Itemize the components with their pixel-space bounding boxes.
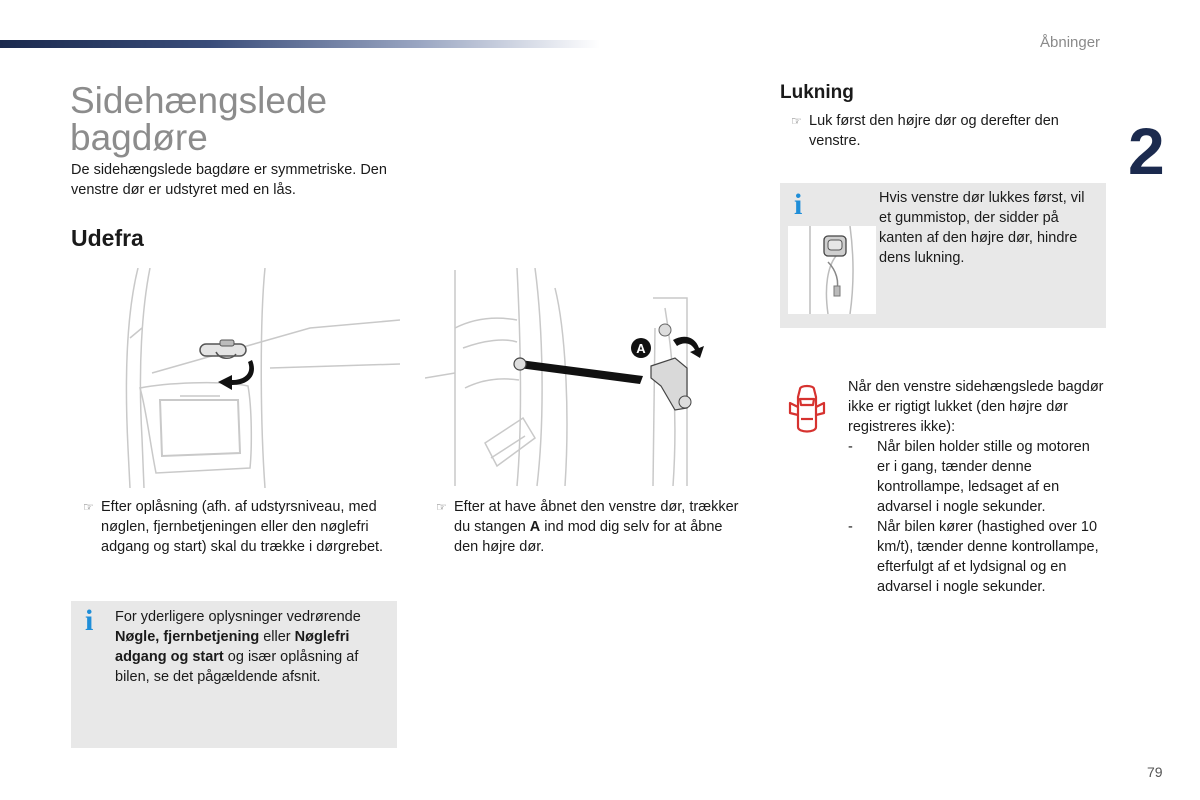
bullet-rod-bold: A <box>529 519 541 535</box>
open-arrow-icon <box>673 337 704 358</box>
bullet-rod <box>436 497 749 557</box>
info-bold-keys: Nøgle, fjernbetjening <box>115 629 260 645</box>
bullet-icon: ☞ <box>791 114 802 128</box>
bullet-rod-text-1: Efter at have åbnet den venstre dør, trækker du stangen <box>454 499 739 535</box>
info-text-left <box>115 607 387 687</box>
info-box-right <box>780 183 1106 328</box>
bullet-close-text: Luk først den højre dør og derefter den venstre. <box>809 113 1059 149</box>
info-text-part: eller <box>259 629 295 645</box>
subtitle-outside: Udefra <box>71 225 144 251</box>
chapter-number: 2 <box>1128 114 1165 188</box>
warning-item-text: Når bilen holder stille og motoren er i gang, tænder denne kontrollampe, ledsaget af en advarsel i nogle sekunder. <box>877 439 1090 515</box>
door-handle <box>200 340 246 358</box>
list-dash: - <box>848 519 853 535</box>
info-icon: i <box>794 188 803 221</box>
door-rod-illustration <box>425 268 715 488</box>
page-title: Sidehængslede bagdøre <box>70 80 328 158</box>
section-title: Åbninger <box>1040 34 1101 51</box>
header-bar <box>0 40 600 48</box>
bullet-icon: ☞ <box>436 500 447 514</box>
bullet-unlock <box>83 497 391 557</box>
list-dash: - <box>848 439 853 455</box>
bullet-close-order <box>791 111 1089 151</box>
bullet-icon: ☞ <box>83 500 94 514</box>
info-box-left <box>71 601 397 748</box>
page-number: 79 <box>1147 764 1163 780</box>
warning-intro: Når den venstre sidehængslede bagdør ikke er rigtigt lukket (den højre dør registreres ikke): <box>848 379 1104 435</box>
info-text-right: Hvis venstre dør lukkes først, vil et gummistop, der sidder på kanten af den højre dør, hindre dens lukning. <box>879 190 1085 266</box>
info-bold-keyless: Nøglefri adgang og start <box>115 629 350 665</box>
door-handle-illustration <box>120 268 400 488</box>
subtitle-closing: Lukning <box>780 82 854 103</box>
warning-item <box>848 517 1106 597</box>
warning-item-text: Når bilen kører (hastighed over 10 km/t), tænder denne kontrollampe, efterfulgt af et lydsignal og en advarsel i nogle sekunder. <box>877 519 1099 595</box>
info-icon: i <box>85 604 94 637</box>
rubber-stop-illustration <box>788 226 876 314</box>
warning-item <box>848 437 1106 517</box>
intro-text: De sidehængslede bagdøre er symmetriske. Den venstre dør er udstyret med en lås. <box>71 162 387 198</box>
door-open-warning-icon <box>786 383 828 437</box>
warning-text <box>848 377 1106 597</box>
info-text-part: For yderligere oplysninger vedrørende <box>115 609 361 625</box>
callout-label: A <box>636 341 646 356</box>
info-text-part: og især oplåsning af bilen, se det pågældende afsnit. <box>115 649 359 685</box>
bullet-unlock-text: Efter oplåsning (afh. af udstyrsniveau, med nøglen, fjernbetjeningen eller den nøglefri adgang og start) skal du trække i dørgrebet. <box>101 499 384 555</box>
bullet-rod-text-2: ind mod dig selv for at åbne den højre dør. <box>454 519 723 555</box>
